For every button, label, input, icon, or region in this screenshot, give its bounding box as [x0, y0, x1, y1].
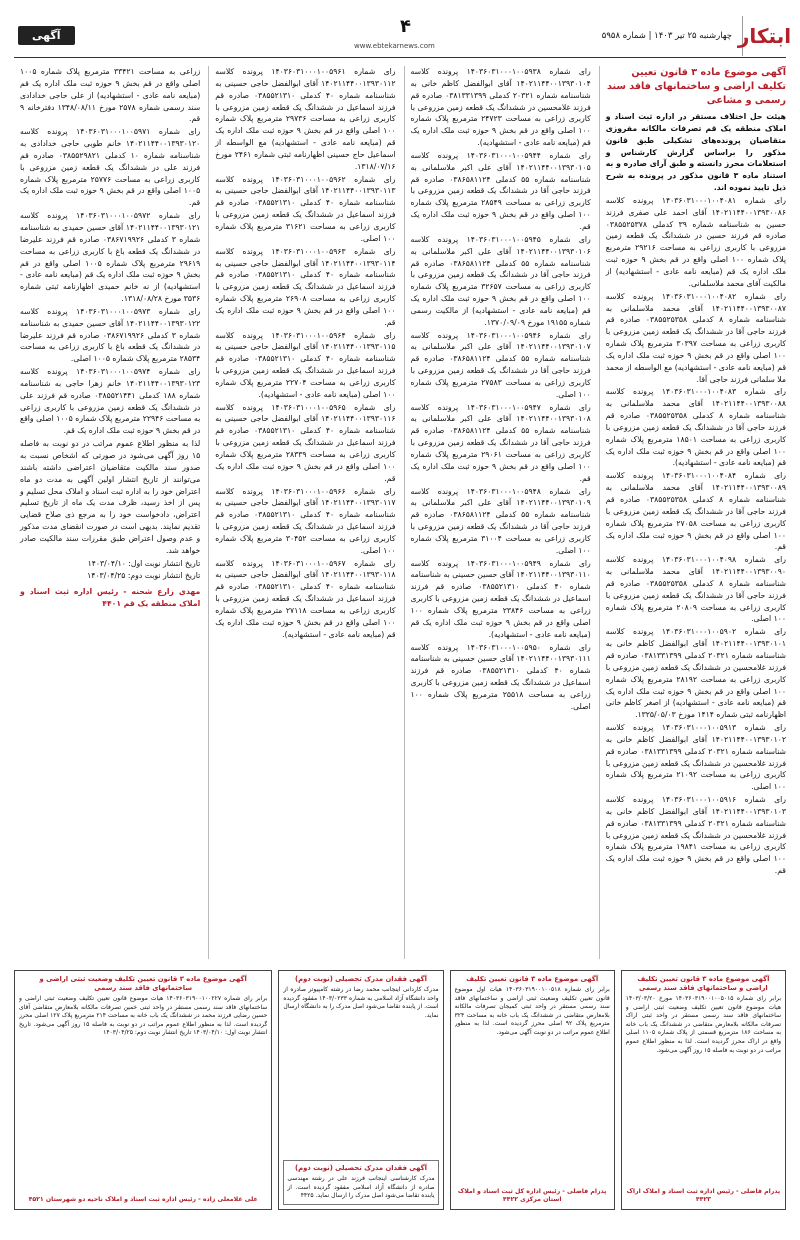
- ruling-entry: رای شماره ۱۴۰۳۶۰۳۱۰۰۰۱۰۰۵۹۶۶ پرونده کلاسه ۱۴۰۲۱۱۴۴۰۰۱۳۹۳۰۱۱۷ آقای ابوالفضل حاجی حسینی به شناسنامه شماره ۴۰ کدملی ۰۳۸۵۵۲۱۳۱۰ صادره قم فرزند اسماعیل در ششدانگ یک قطعه زمین مزروعی با کاربری زراعی به مساحت ۳۰۴۵۲ مترمربع پلاک شماره ۱۰۰ اصلی.: [215, 486, 396, 555]
- ruling-list: [606, 195, 786, 877]
- ruling-entry: رای شماره ۱۴۰۳۶۰۳۱۰۰۰۱۰۰۵۹۴۷ پرونده کلاسه ۱۴۰۲۱۱۴۴۰۰۱۳۹۳۰۱۰۸ آقای علی اکبر ملاسلمانی به شناسنامه شماره ۵۵ کدملی ۰۳۸۶۵۸۱۱۲۴ صادره قم فرزند حاجی آقا در ششدانگ یک قطعه زمین مزروعی با کاربری زراعی به مساحت ۲۹۰۶۱ مترمربع پلاک شماره ۱۰۰ اصلی واقع در قم بخش ۹ حوزه ثبت ملک اداره یک قم.: [410, 402, 591, 483]
- ruling-entry: رای شماره ۱۴۰۳۶۰۳۱۰۰۰۱۰۰۵۹۷۲ پرونده کلاسه ۱۴۰۲۱۱۴۴۰۰۱۳۹۳۰۱۲۱ آقای حسین حمیدی به شناسنامه شماره ۳ کدملی ۰۳۸۶۷۱۹۹۲۶ صادره قم فرزند علیرضا در ششدانگ یک قطعه باغ با کاربری زراعی به مساحت ۲۹۶۱۹ مترمربع پلاک شماره ۱۰۰۵ اصلی واقع در قم بخش ۹ حوزه ثبت ملک اداره یک قم (مبایعه نامه عادی - استشهادیه) از نه خانم حمیدی اظهارنامه ثبتی شماره ۳۵۳۶ مورخ ۱۳۱۸/۰۸/۲۸.: [20, 211, 201, 304]
- page-number: ۴: [400, 16, 411, 37]
- notice-signature: مهدی زارع شحنه - رئیس اداره ثبت اسناد و املاک منطقه یک قم ۴۴۰۱: [20, 587, 201, 609]
- ruling-entry: رای شماره ۱۴۰۳۶۰۳۱۰۰۰۱۰۰۵۹۴۶ پرونده کلاسه ۱۴۰۲۱۱۴۴۰۰۱۳۹۳۰۱۰۷ آقای علی اکبر ملاسلمانی به شناسنامه شماره ۵۵ کدملی ۰۳۸۶۵۸۱۱۲۴ صادره قم فرزند حاجی آقا در ششدانگ یک قطعه زمین مزروعی با کاربری زراعی به مساحت ۲۷۵۸۳ مترمربع پلاک شماره ۱۰۰ اصلی.: [410, 330, 591, 399]
- notice-column-4: [14, 66, 200, 959]
- ruling-entry: زراعی به مساحت ۳۳۴۲۱ مترمربع پلاک شماره ۱۰۰۵ اصلی واقع در قم بخش ۹ حوزه ثبت ملک اداره یک قم (مبایعه نامه عادی - استشهادیه) از علی حاجی خدادادی سند رسمی شماره ۲۵۷۸ مورخ ۱۳۴۸/۰۸/۱۱ دفترخانه ۹ قم.: [20, 67, 201, 124]
- ruling-entry: لذا به منظور اطلاع عموم مراتب در دو نوبت به فاصله ۱۵ روز آگهی می‌شود در صورتی که اشخاص نسبت به صدور سند مالکیت متقاضیان اعتراضی داشته باشند می‌توانند از تاریخ انتشار اولین آگهی به مدت دو ماه اعتراض خود را به اداره ثبت اسناد و املاک محل تسلیم و پس از اخذ رسید، ظرف مدت یک ماه از تاریخ تسلیم اعتراض، دادخواست خود را به مرجع ذی صلاح قضایی تقدیم نمایند. بدیهی است در صورت انقضای مدت مذکور و عدم وصول اعتراض طبق مقررات سند مالکیت صادر خواهد شد.: [20, 439, 201, 555]
- ruling-entry: رای شماره ۱۴۰۳۶۰۳۱۰۰۰۱۰۰۴۰۸۳ پرونده کلاسه ۱۴۰۲۱۱۴۴۰۰۱۳۹۳۰۰۸۸ آقای محمد ملاسلمانی به شناسنامه شماره ۸ کدملی ۰۳۸۵۵۲۵۳۵۸ صادره قم فرزند حاجی آقا در ششدانگ یک قطعه زمین مزروعی با کاربری زراعی به مساحت ۱۸۵۰۱ مترمربع پلاک شماره ۱۰۰ اصلی واقع در قم بخش ۹ حوزه ثبت ملک اداره یک قم (مبایعه نامه عادی - استشهادیه).: [605, 387, 786, 468]
- ad-inset-title: آگهی فقدان مدرک تحصیلی (نوبت دوم): [294, 1164, 427, 1173]
- ad-box: [621, 970, 786, 1210]
- ad-signature: پدرام فاضلی - رئیس اداره کل ثبت اسناد و املاک استان مرکزی ۴۴۲۲: [457, 1187, 607, 1204]
- ruling-entry: رای شماره ۱۴۰۳۶۰۳۱۰۰۰۱۰۰۵۹۱۶ پرونده کلاسه ۱۴۰۲۱۱۴۴۰۰۱۳۹۳۰۱۰۳ آقای ابوالفضل کاظم خانی به شناسنامه شماره ۲۰۳۲۱ کدملی ۰۳۸۱۳۳۱۳۹۹ صادره قم فرزند غلامحسین در ششدانگ یک قطعه زمین مزروعی با کاربری زراعی به مساحت ۱۹۸۴۱ مترمربع پلاک شماره ۱۰۰ اصلی واقع در قم بخش ۹ حوزه ثبت ملک اداره یک قم.: [605, 795, 786, 876]
- ruling-entry: رای شماره ۱۴۰۳۶۰۳۱۰۰۰۱۰۰۵۹۴۵ پرونده کلاسه ۱۴۰۲۱۱۴۴۰۰۱۳۹۳۰۱۰۶ آقای علی اکبر ملاسلمانی به شناسنامه شماره ۵۵ کدملی ۰۳۸۶۵۸۱۱۲۴ صادره قم فرزند حاجی آقا در ششدانگ یک قطعه زمین مزروعی با کاربری زراعی به مساحت ۳۲۶۵۷ مترمربع پلاک شماره ۱۰۰ اصلی واقع در قم بخش ۹ حوزه ثبت ملک اداره یک قم (مبایعه نامه عادی - استشهادیه) از مالکیت رسمی شماره ۱۹۱۵۵ مورخ ۱۳۷۰/۰۹/۰۹.: [410, 234, 591, 327]
- main-notice: [14, 66, 786, 959]
- ruling-entry: رای شماره ۱۴۰۳۶۰۳۱۰۰۰۱۰۰۵۹۳۸ پرونده کلاسه ۱۴۰۲۱۱۴۴۰۰۱۳۹۳۰۱۰۴ آقای ابوالفضل کاظم خانی به شناسنامه شماره ۲۰۳۲۱ کدملی ۰۳۸۱۳۳۱۳۹۹ صادره قم فرزند غلامحسین در ششدانگ یک قطعه زمین مزروعی با کاربری زراعی به مساحت ۲۴۷۲۳ مترمربع پلاک شماره ۱۰۰ اصلی واقع در قم بخش ۹ حوزه ثبت ملک اداره یک قم (مبایعه نامه عادی - استشهادیه).: [410, 67, 591, 148]
- site-url[interactable]: www.ebtekarnews.com: [354, 42, 435, 50]
- ruling-entry: رای شماره ۱۴۰۳۶۰۳۱۰۰۰۱۰۰۵۹۶۱ پرونده کلاسه ۱۴۰۲۱۱۴۴۰۰۱۳۹۳۰۱۱۲ آقای ابوالفضل حاجی حسینی به شناسنامه شماره ۴۰ کدملی ۰۳۸۵۵۲۱۳۱۰ صادره قم فرزند اسماعیل در ششدانگ یک قطعه زمین مزروعی با کاربری زراعی به مساحت ۲۹۷۳۶ مترمربع پلاک شماره ۱۰۰ اصلی واقع در قم بخش ۹ حوزه ثبت ملک اداره یک قم (مبایعه نامه عادی - استشهادیه) مع الواسطه از اسماعیل حاج حسینی اظهارنامه ثبتی شماره ۲۴۶۱ مورخ ۱۳۱۸/۰۷/۱۶.: [215, 67, 396, 171]
- notice-column-1: [599, 66, 786, 959]
- ruling-entry: رای شماره ۱۴۰۳۶۰۳۱۰۰۰۱۰۰۴۰۸۱ پرونده کلاسه ۱۴۰۲۱۱۴۴۰۰۱۳۹۳۰۰۸۶ آقای احمد علی صفری فرزند حسین به شناسنامه شماره ۳۹ کدملی ۰۳۸۵۵۲۵۳۷۸ صادره قم فرزند حسین در ششدانگ یک قطعه زمین مزروعی با کاربری زراعی به مساحت ۲۹۲۱۶ مترمربع پلاک شماره ۱۰۰ اصلی واقع در قم بخش ۹ حوزه ثبت ملک اداره یک قم (مبایعه نامه عادی - استشهادیه) از مالکیت آقای محمد ملاسلمانی.: [605, 195, 786, 288]
- ad-box: [278, 970, 443, 1210]
- ruling-entry: رای شماره ۱۴۰۳۶۰۳۱۰۰۰۱۰۰۵۹۶۲ پرونده کلاسه ۱۴۰۲۱۱۴۴۰۰۱۳۹۳۰۱۱۳ آقای ابوالفضل حاجی حسینی به شناسنامه شماره ۴۰ کدملی ۰۳۸۵۵۲۱۳۱۰ صادره قم فرزند اسماعیل در ششدانگ یک قطعه زمین مزروعی با کاربری زراعی به مساحت ۳۱۶۲۱ مترمربع پلاک شماره ۱۰۰ اصلی.: [215, 174, 396, 243]
- ruling-entry: رای شماره ۱۴۰۳۶۰۳۱۰۰۰۱۰۰۵۹۷۱ پرونده کلاسه ۱۴۰۲۱۱۴۴۰۰۱۳۹۳۰۱۲۰ خانم طوبی حاجی خدادادی به شناسنامه شماره ۱۰ کدملی ۰۳۸۵۵۲۹۸۲۱ صادره قم فرزند علی در ششدانگ یک قطعه زمین مزروعی با کاربری زراعی به مساحت ۲۵۷۷۶ مترمربع پلاک شماره ۱۰۰۵ اصلی واقع در قم بخش ۹ حوزه ثبت ملک اداره یک قم.: [20, 127, 201, 208]
- ruling-list: [20, 66, 200, 582]
- notice-title: آگهی موضوع ماده ۳ قانون تعیین تکلیف اراضی و ساختمانهای فاقد سند رسمی و مشاعی: [606, 67, 786, 106]
- ruling-entry: رای شماره ۱۴۰۳۶۰۳۱۰۰۰۱۰۰۵۹۵۰ پرونده کلاسه ۱۴۰۲۱۱۴۴۰۰۱۳۹۳۰۱۱۱ آقای حسین حسینی به شناسنامه شماره ۴۰ کدملی ۰۳۸۵۵۲۱۳۱۰ صادره قم فرزند اسماعیل در ششدانگ یک قطعه زمین مزروعی با کاربری زراعی به مساحت ۲۵۵۱۸ مترمربع پلاک شماره ۱۰۰ اصلی.: [410, 642, 591, 711]
- ruling-entry: رای شماره ۱۴۰۳۶۰۳۱۰۰۰۱۰۰۵۹۷۳ پرونده کلاسه ۱۴۰۲۱۱۴۴۰۰۱۳۹۳۰۱۲۲ آقای حسین حمیدی به شناسنامه شماره ۳ کدملی ۰۳۸۶۷۱۹۹۲۶ صادره قم فرزند علیرضا در ششدانگ یک قطعه باغ با کاربری زراعی به مساحت ۲۸۵۳۴ مترمربع پلاک شماره ۱۰۰۵ اصلی.: [20, 306, 201, 364]
- ruling-entry: تاریخ انتشار نوبت اول: ۱۴۰۳/۰۴/۱۰: [87, 558, 201, 568]
- ruling-entry: رای شماره ۱۴۰۳۶۰۳۱۰۰۰۱۰۰۵۹۶۴ پرونده کلاسه ۱۴۰۲۱۱۴۴۰۰۱۳۹۳۰۱۱۵ آقای ابوالفضل حاجی حسینی به شناسنامه شماره ۴۰ کدملی ۰۳۸۵۵۲۱۳۱۰ صادره قم فرزند اسماعیل در ششدانگ یک قطعه زمین مزروعی با کاربری زراعی به مساحت ۲۲۷۰۴ مترمربع پلاک شماره ۱۰۰ اصلی (مبایعه نامه عادی - استشهادیه).: [215, 330, 396, 399]
- notice-column-2: [404, 66, 591, 959]
- notice-column-3: [208, 66, 395, 959]
- ad-inset-body: مدرک کارشناسی اینجانب فرزند علی در رشته مهندسی صادره از دانشگاه آزاد اسلامی مفقود گردیده است. از یابنده تقاضا می‌شود اصل مدرک را ارسال نماید. ۴۴۲۵: [287, 1175, 435, 1200]
- ruling-entry: رای شماره ۱۴۰۳۶۰۳۱۰۰۰۱۰۰۵۹۴۸ پرونده کلاسه ۱۴۰۲۱۱۴۴۰۰۱۳۹۳۰۱۰۹ آقای علی اکبر ملاسلمانی به شناسنامه شماره ۵۵ کدملی ۰۳۸۶۵۸۱۱۲۴ صادره قم فرزند حاجی آقا در ششدانگ یک قطعه زمین مزروعی با کاربری زراعی به مساحت ۳۱۰۰۴ مترمربع پلاک شماره ۱۰۰ اصلی.: [410, 486, 591, 555]
- ruling-entry: رای شماره ۱۴۰۳۶۰۳۱۰۰۰۱۰۰۵۹۴۹ پرونده کلاسه ۱۴۰۲۱۱۴۴۰۰۱۳۹۳۰۱۱۰ آقای حسین حسینی به شناسنامه شماره ۴۰ کدملی ۰۳۸۵۵۲۱۳۱۰ صادره قم فرزند اسماعیل در ششدانگ یک قطعه زمین مزروعی با کاربری زراعی به مساحت ۲۳۸۴۶ مترمربع پلاک شماره ۱۰۰ اصلی واقع در قم بخش ۹ حوزه ثبت ملک اداره یک قم (مبایعه نامه عادی - استشهادیه).: [410, 558, 591, 639]
- ruling-entry: تاریخ انتشار نوبت دوم: ۱۴۰۳/۰۴/۲۵: [87, 571, 201, 581]
- newspaper-logo[interactable]: [737, 16, 792, 56]
- ruling-entry: رای شماره ۱۴۰۳۶۰۳۱۰۰۰۱۰۰۴۰۹۸ پرونده کلاسه ۱۴۰۲۱۱۴۴۰۰۱۳۹۳۰۰۹۰ آقای محمد ملاسلمانی به شناسنامه شماره ۸ کدملی ۰۳۸۵۵۲۵۳۵۸ صادره قم فرزند حاجی آقا در ششدانگ یک قطعه زمین مزروعی با کاربری زراعی به مساحت ۲۰۸۰۹ مترمربع پلاک شماره ۱۰۰ اصلی.: [605, 555, 786, 624]
- ad-title: آگهی موضوع ماده ۳ قانون تعیین تکلیف: [466, 975, 599, 983]
- ruling-entry: رای شماره ۱۴۰۳۶۰۳۱۰۰۰۱۰۰۵۹۴۴ پرونده کلاسه ۱۴۰۲۱۱۴۴۰۰۱۳۹۳۰۱۰۵ آقای علی اکبر ملاسلمانی به شناسنامه شماره ۵۵ کدملی ۰۳۸۶۵۸۱۱۲۴ صادره قم فرزند حاجی آقا در ششدانگ یک قطعه زمین مزروعی با کاربری زراعی به مساحت ۲۸۵۴۹ مترمربع پلاک شماره ۱۰۰ اصلی واقع در قم بخش ۹ حوزه ثبت ملک اداره یک قم.: [410, 150, 591, 231]
- ad-signature: علی غلامعلی زاده - رئیس اداره ثبت اسناد و املاک ناحیه دو شهرستان ۴۵۲۱: [28, 1196, 258, 1204]
- ad-box: [14, 970, 272, 1210]
- ruling-entry: رای شماره ۱۴۰۳۶۰۳۱۰۰۰۱۰۰۵۹۶۷ پرونده کلاسه ۱۴۰۲۱۱۴۴۰۰۱۳۹۳۰۱۱۸ آقای ابوالفضل حاجی حسینی به شناسنامه شماره ۴۰ کدملی ۰۳۸۵۵۲۱۳۱۰ صادره قم فرزند اسماعیل در ششدانگ یک قطعه زمین مزروعی با کاربری زراعی به مساحت ۲۷۱۱۸ مترمربع پلاک شماره ۱۰۰ اصلی واقع در قم بخش ۹ حوزه ثبت ملک اداره یک قم (مبایعه نامه عادی - استشهادیه).: [215, 558, 396, 639]
- page-header: [14, 14, 792, 58]
- ad-body: برابر رای شماره ۱۴۰۳۶۰۳۱۹۰۰۱۰۰۲۲۷ هیات موضوع قانون تعیین تکلیف وضعیت ثبتی اراضی و ساختمانهای فاقد سند رسمی مستقر در واحد ثبتی خمین تصرفات مالکانه بلامعارض متقاضی آقای حسین رضایی فرزند محمد در ششدانگ یک باب خانه به مساحت ۲۱۴ مترمربع پلاک ۱۲۷ اصلی محرز گردیده است. لذا به منظور اطلاع عموم مراتب در دو نوبت به فاصله ۱۵ روز آگهی می‌شود. تاریخ انتشار نوبت اول: ۱۴۰۳/۰۴/۱۰ تاریخ انتشار نوبت دوم: ۱۴۰۳/۰۴/۲۵: [19, 995, 268, 1037]
- ruling-entry: رای شماره ۱۴۰۳۶۰۳۱۰۰۰۱۰۰۵۹۰۲ پرونده کلاسه ۱۴۰۲۱۱۴۴۰۰۱۳۹۳۰۱۰۱ آقای ابوالفضل کاظم خانی به شناسنامه شماره ۲۰۳۲۱ کدملی ۰۳۸۱۳۳۱۳۹۹ صادره قم فرزند غلامحسین در ششدانگ یک قطعه زمین مزروعی با کاربری زراعی به مساحت ۲۸۱۹۲ مترمربع پلاک شماره ۱۰۰ اصلی واقع در قم بخش ۹ حوزه ثبت ملک اداره یک قم (مبایعه نامه عادی - استشهادیه) از اصغر کاظم خانی اظهارنامه ثبتی شماره ۱۴۱۴ مورخ ۱۳۲۵/۰۵/۰۳.: [605, 627, 786, 720]
- ad-body: برابر رای شماره ۱۴۰۳۶۰۳۱۹۰۰۱۰۰۵۱۸ هیات اول موضوع قانون تعیین تکلیف وضعیت ثبتی اراضی و ساختمانهای فاقد سند رسمی مستقر در واحد ثبتی کمیجان تصرفات مالکانه بلامعارض متقاضی در ششدانگ یک باب خانه به مساحت ۳۲۴ مترمربع پلاک ۹۲ اصلی محرز گردیده است. لذا به منظور اطلاع عموم مراتب در دو نوبت آگهی می‌شود.: [454, 986, 610, 1036]
- section-label: آگهی: [18, 26, 75, 45]
- ad-title: آگهی موضوع ماده ۳ قانون تعیین تکلیف اراضی و ساختمانهای فاقد سند رسمی: [637, 975, 770, 992]
- ad-signature: پدرام فاضلی - رئیس اداره ثبت اسناد و املاک اراک ۴۴۲۳: [626, 1187, 781, 1204]
- ruling-list: [215, 66, 395, 641]
- ad-body: مدرک کاردانی اینجانب محمد رضا در رشته کامپیوتر صادره از واحد دانشگاه آزاد اسلامی به شماره ۱۴۰۳/۰۲۳۳ مفقود گردیده است. از یابنده تقاضا می‌شود اصل مدرک را به دانشگاه ارسال نماید.: [283, 986, 439, 1019]
- ruling-entry: رای شماره ۱۴۰۳۶۰۳۱۰۰۰۱۰۰۵۹۱۳ پرونده کلاسه ۱۴۰۲۱۱۴۴۰۰۱۳۹۳۰۱۰۲ آقای ابوالفضل کاظم خانی به شناسنامه شماره ۲۰۳۲۱ کدملی ۰۳۸۱۳۳۱۳۹۹ صادره قم فرزند غلامحسین در ششدانگ یک قطعه زمین مزروعی با کاربری زراعی به مساحت ۲۱۰۹۲ مترمربع پلاک شماره ۱۰۰ اصلی.: [605, 723, 786, 792]
- ad-body: برابر رای شماره ۱۴۰۳۶۰۳۱۹۰۰۱۰۰۵۰۱۵ مورخ ۱۴۰۳/۰۳/۲۰ هیات موضوع قانون تعیین تکلیف وضعیت ثبتی اراضی و ساختمانهای فاقد سند رسمی مستقر در واحد ثبتی اراک تصرفات مالکانه بلامعارض متقاضی در ششدانگ یک باب خانه به مساحت ۱۸۶ مترمربع قسمتی از پلاک شماره ۱۱۰۵ اصلی واقع در اراک محرز گردیده است. لذا به منظور اطلاع عموم مراتب در دو نوبت به فاصله ۱۵ روز آگهی می‌شود.: [625, 995, 781, 1054]
- issue-info: چهارشنبه ۲۵ تیر ۱۴۰۳ | شماره ۵۹۵۸: [601, 30, 732, 41]
- notice-intro: هیئت حل اختلاف مستقر در اداره ثبت اسناد و املاک منطقه یک قم تصرفات مالکانه مفروزی متقاضیان پرونده‌های تشکیلی طبق قانون مذکور را براساس گزارش کارشناس و استعلامات محرز دانسته و طبق آرای صادره و به استناد ماده ۳ قانون مذکور در پرونده به شرح ذیل تایید نموده اند.: [605, 112, 786, 193]
- ruling-entry: رای شماره ۱۴۰۳۶۰۳۱۰۰۰۱۰۰۵۹۶۳ پرونده کلاسه ۱۴۰۲۱۱۴۴۰۰۱۳۹۳۰۱۱۴ آقای ابوالفضل حاجی حسینی به شناسنامه شماره ۴۰ کدملی ۰۳۸۵۵۲۱۳۱۰ صادره قم فرزند اسماعیل در ششدانگ یک قطعه زمین مزروعی با کاربری زراعی به مساحت ۲۶۹۰۸ مترمربع پلاک شماره ۱۰۰ اصلی واقع در قم بخش ۹ حوزه ثبت ملک اداره یک قم.: [215, 246, 396, 327]
- ad-title: آگهی فقدان مدرک تحصیلی (نوبت دوم): [294, 975, 427, 983]
- logo-icon: ابتکار: [737, 23, 792, 48]
- ad-title: آگهی موضوع ماده ۳ قانون تعیین تکلیف وضعیت ثبتی اراضی و ساختمانهای فاقد سند رسمی: [39, 975, 247, 992]
- bottom-ads: [14, 970, 786, 1210]
- ruling-list: [411, 66, 591, 713]
- ruling-entry: رای شماره ۱۴۰۳۶۰۳۱۰۰۰۱۰۰۵۹۶۵ پرونده کلاسه ۱۴۰۲۱۱۴۴۰۰۱۳۹۳۰۱۱۶ آقای ابوالفضل حاجی حسینی به شناسنامه شماره ۴۰ کدملی ۰۳۸۵۵۲۱۳۱۰ صادره قم فرزند اسماعیل در ششدانگ یک قطعه زمین مزروعی با کاربری زراعی به مساحت ۲۸۳۳۹ مترمربع پلاک شماره ۱۰۰ اصلی واقع در قم بخش ۹ حوزه ثبت ملک اداره یک قم.: [215, 402, 396, 483]
- ad-box: [450, 970, 615, 1210]
- ruling-entry: رای شماره ۱۴۰۳۶۰۳۱۰۰۰۱۰۰۴۰۸۴ پرونده کلاسه ۱۴۰۲۱۱۴۴۰۰۱۳۹۳۰۰۸۹ آقای محمد ملاسلمانی به شناسنامه شماره ۸ کدملی ۰۳۸۵۵۲۵۳۵۸ صادره قم فرزند حاجی آقا در ششدانگ یک قطعه زمین مزروعی با کاربری زراعی به مساحت ۲۷۰۵۸ مترمربع پلاک شماره ۱۰۰ اصلی واقع در قم بخش ۹ حوزه ثبت ملک اداره یک قم.: [605, 471, 786, 552]
- ruling-entry: رای شماره ۱۴۰۳۶۰۳۱۰۰۰۱۰۰۵۹۷۴ پرونده کلاسه ۱۴۰۲۱۱۴۴۰۰۱۳۹۳۰۱۲۳ خانم زهرا حاجی به شناسنامه شماره ۱۸۸ کدملی ۰۳۸۵۵۲۱۴۴۱ صادره قم فرزند علی در ششدانگ یک قطعه زمین مزروعی با کاربری زراعی به مساحت ۲۲۹۴۶ مترمربع پلاک شماره ۱۰۰۵ اصلی واقع در قم بخش ۹ حوزه ثبت ملک اداره یک قم.: [20, 367, 201, 436]
- ruling-entry: رای شماره ۱۴۰۳۶۰۳۱۰۰۰۱۰۰۴۰۸۲ پرونده کلاسه ۱۴۰۲۱۱۴۴۰۰۱۳۹۳۰۰۸۷ آقای محمد ملاسلمانی به شناسنامه شماره ۸ کدملی ۰۳۸۵۵۲۵۳۵۸ صادره قم فرزند حاجی آقا در ششدانگ یک قطعه زمین مزروعی با کاربری زراعی به مساحت ۳۰۳۹۷ مترمربع پلاک شماره ۱۰۰ اصلی واقع در قم بخش ۹ حوزه ثبت ملک اداره یک قم (مبایعه نامه عادی - استشهادیه) مع الواسطه از محمد ملا سلمانی فرزند حاجی آقا.: [605, 291, 786, 384]
- ad-inset: [283, 1160, 438, 1205]
